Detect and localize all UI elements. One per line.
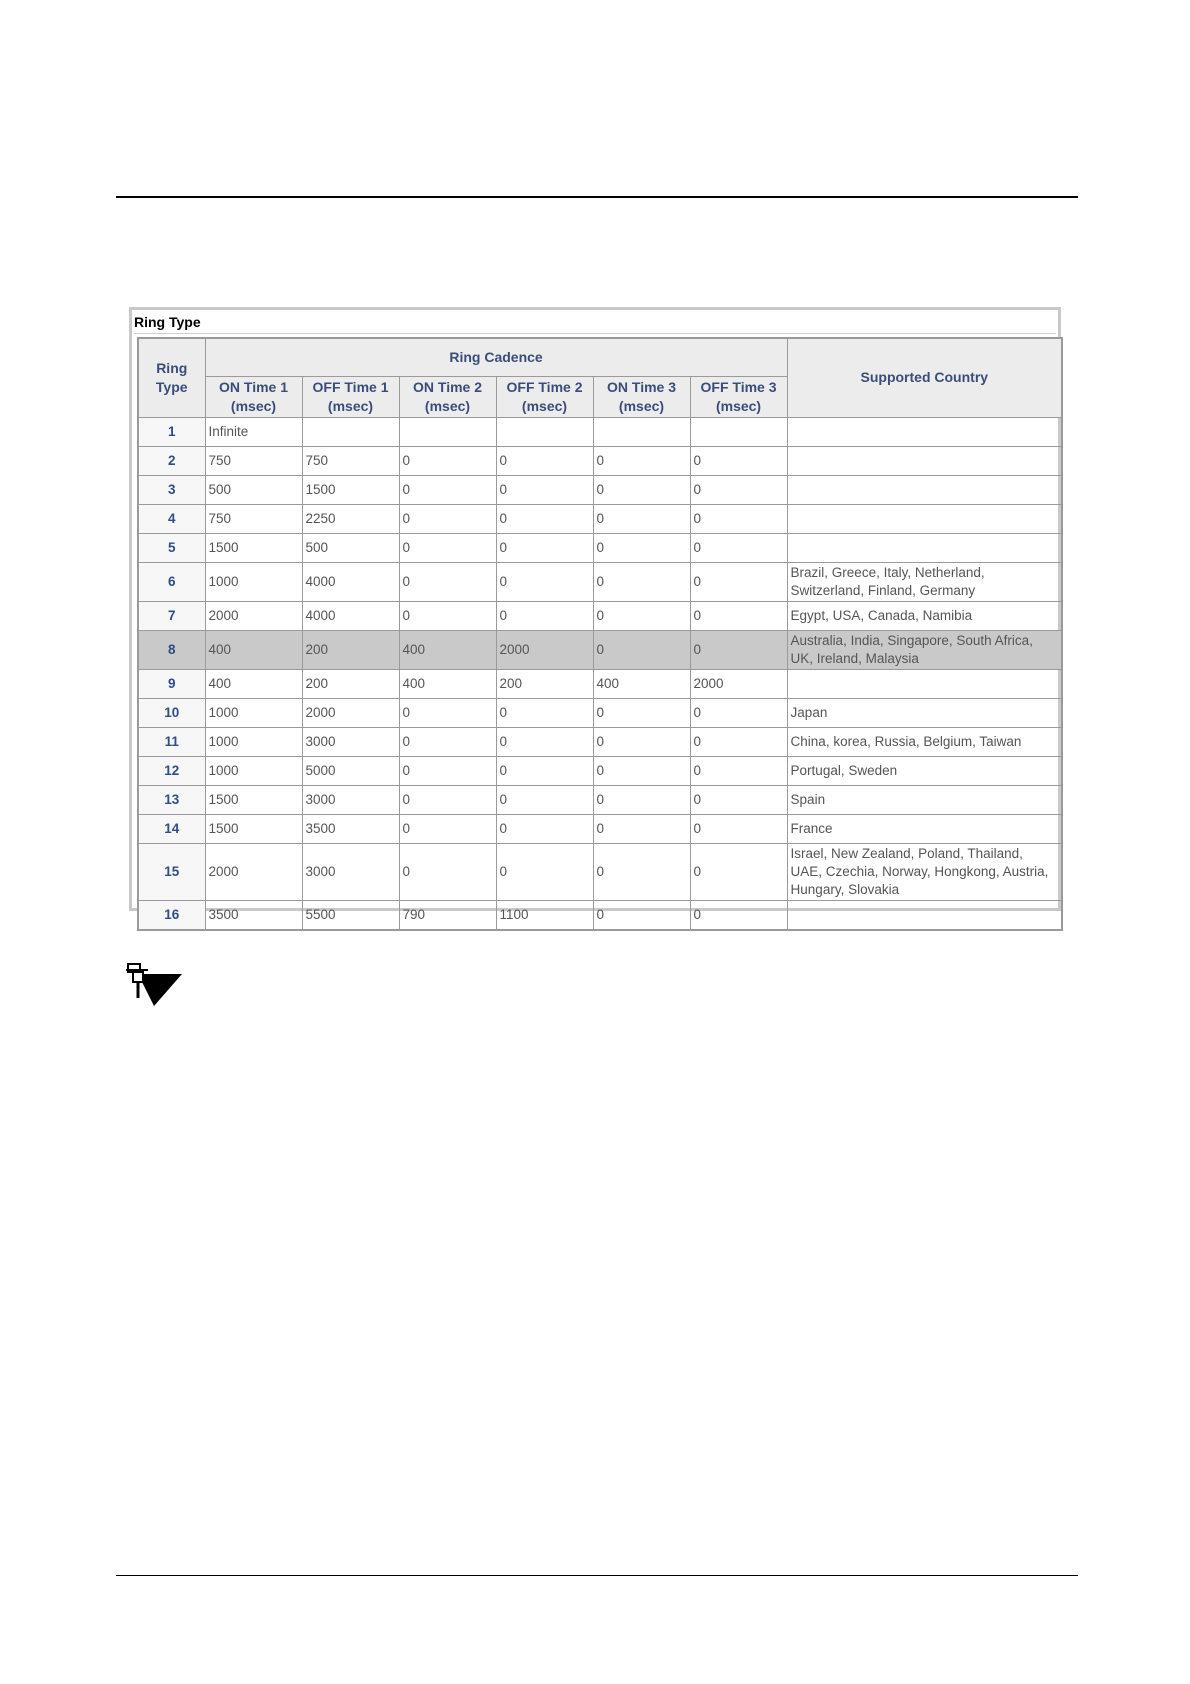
cadence-cell-on3: 0 <box>593 446 690 475</box>
cadence-cell-on3: 0 <box>593 601 690 630</box>
cadence-cell-off1: 3000 <box>302 843 399 900</box>
cadence-cell-off1: 200 <box>302 630 399 669</box>
cadence-cell-off3: 0 <box>690 727 787 756</box>
header-ring-cadence: Ring Cadence <box>205 338 787 376</box>
cadence-cell-off2: 0 <box>496 843 593 900</box>
cadence-cell-off1: 4000 <box>302 562 399 601</box>
ring-type-table <box>137 337 1063 931</box>
cadence-cell-off1: 3000 <box>302 785 399 814</box>
table-row <box>138 727 1062 756</box>
ring-type-cell: 9 <box>138 669 205 698</box>
supported-country-cell <box>787 475 1062 504</box>
cadence-cell-off2: 0 <box>496 756 593 785</box>
table-row <box>138 533 1062 562</box>
table-row <box>138 669 1062 698</box>
cadence-cell-on1: 2000 <box>205 601 302 630</box>
cadence-cell-off1 <box>302 417 399 446</box>
cadence-cell-off3: 0 <box>690 504 787 533</box>
cadence-cell-on2: 790 <box>399 900 496 930</box>
note-pin-icon <box>124 960 184 1010</box>
column-header-line2: (msec) <box>715 397 762 414</box>
cadence-cell-on1: 1500 <box>205 533 302 562</box>
cadence-cell-on2: 0 <box>399 756 496 785</box>
supported-country-cell: China, korea, Russia, Belgium, Taiwan <box>787 727 1062 756</box>
cadence-cell-on2: 400 <box>399 630 496 669</box>
cadence-cell-off1: 750 <box>302 446 399 475</box>
panel-title: Ring Type <box>134 313 1056 334</box>
column-header-line2: (msec) <box>230 397 277 414</box>
column-header <box>205 376 302 417</box>
cadence-cell-off1: 1500 <box>302 475 399 504</box>
ring-type-cell: 10 <box>138 698 205 727</box>
cadence-cell-on3: 0 <box>593 562 690 601</box>
supported-country-cell: Australia, India, Singapore, South Africa, UK, Ireland, Malaysia <box>787 630 1062 669</box>
column-header <box>593 376 690 417</box>
ring-type-cell: 3 <box>138 475 205 504</box>
supported-country-cell <box>787 446 1062 475</box>
cadence-cell-off2: 2000 <box>496 630 593 669</box>
table-body <box>138 417 1062 930</box>
ring-type-cell: 7 <box>138 601 205 630</box>
ring-type-cell: 14 <box>138 814 205 843</box>
cadence-cell-off2: 0 <box>496 533 593 562</box>
cadence-cell-off2: 0 <box>496 446 593 475</box>
supported-country-cell: Brazil, Greece, Italy, Netherland, Switzerland, Finland, Germany <box>787 562 1062 601</box>
cadence-cell-on1: 1500 <box>205 785 302 814</box>
ring-type-cell: 13 <box>138 785 205 814</box>
cadence-cell-off2: 0 <box>496 562 593 601</box>
column-header <box>690 376 787 417</box>
cadence-cell-on3: 0 <box>593 756 690 785</box>
cadence-cell-on2: 0 <box>399 601 496 630</box>
cadence-cell-off2: 0 <box>496 504 593 533</box>
cadence-cell-off3: 0 <box>690 562 787 601</box>
cadence-cell-off1: 5500 <box>302 900 399 930</box>
column-header-line1: ON Time 1 <box>219 378 288 395</box>
cadence-cell-off2: 0 <box>496 698 593 727</box>
column-header-line2: (msec) <box>424 397 471 414</box>
cadence-cell-on3: 0 <box>593 504 690 533</box>
cadence-cell-on1: 500 <box>205 475 302 504</box>
supported-country-cell <box>787 669 1062 698</box>
table-row <box>138 630 1062 669</box>
cadence-cell-on1: 2000 <box>205 843 302 900</box>
cadence-cell-off3: 0 <box>690 900 787 930</box>
cadence-cell-on1: 400 <box>205 630 302 669</box>
cadence-cell-on2: 0 <box>399 504 496 533</box>
cadence-cell-off1: 2250 <box>302 504 399 533</box>
table-row <box>138 601 1062 630</box>
cadence-cell-on3: 400 <box>593 669 690 698</box>
cadence-cell-off3: 0 <box>690 785 787 814</box>
cadence-cell-on3: 0 <box>593 785 690 814</box>
cadence-cell-off3: 0 <box>690 475 787 504</box>
cadence-cell-on2: 0 <box>399 843 496 900</box>
ring-type-cell: 6 <box>138 562 205 601</box>
ring-type-cell: 16 <box>138 900 205 930</box>
cadence-cell-off1: 3500 <box>302 814 399 843</box>
cadence-cell-on1: 1000 <box>205 756 302 785</box>
table-row <box>138 504 1062 533</box>
supported-country-cell <box>787 533 1062 562</box>
cadence-cell-on2: 0 <box>399 698 496 727</box>
cadence-cell-on2: 0 <box>399 562 496 601</box>
cadence-cell-on1: 1000 <box>205 727 302 756</box>
cadence-cell-on2: 0 <box>399 785 496 814</box>
cadence-cell-on3: 0 <box>593 475 690 504</box>
supported-country-cell: France <box>787 814 1062 843</box>
cadence-cell-on1: 400 <box>205 669 302 698</box>
cadence-cell-off3: 2000 <box>690 669 787 698</box>
cadence-cell-on1: 3500 <box>205 900 302 930</box>
cadence-cell-on1: Infinite <box>205 417 302 446</box>
cadence-cell-on2: 0 <box>399 475 496 504</box>
cadence-cell-off2: 0 <box>496 475 593 504</box>
header-ring-type: Ring Type <box>138 338 205 417</box>
cadence-cell-on1: 1000 <box>205 698 302 727</box>
ring-type-cell: 2 <box>138 446 205 475</box>
cadence-cell-on1: 750 <box>205 504 302 533</box>
supported-country-cell: Egypt, USA, Canada, Namibia <box>787 601 1062 630</box>
cadence-cell-off3: 0 <box>690 843 787 900</box>
supported-country-cell <box>787 900 1062 930</box>
cadence-cell-on3: 0 <box>593 630 690 669</box>
column-header-line2: (msec) <box>618 397 665 414</box>
cadence-cell-on3: 0 <box>593 533 690 562</box>
table-row <box>138 698 1062 727</box>
column-header <box>496 376 593 417</box>
cadence-cell-off3: 0 <box>690 814 787 843</box>
cadence-cell-on1: 1500 <box>205 814 302 843</box>
ring-type-cell: 15 <box>138 843 205 900</box>
cadence-cell-off3: 0 <box>690 630 787 669</box>
column-header-line1: OFF Time 2 <box>506 378 583 395</box>
cadence-cell-off3: 0 <box>690 756 787 785</box>
ring-type-cell: 1 <box>138 417 205 446</box>
cadence-cell-off1: 500 <box>302 533 399 562</box>
cadence-cell-on3: 0 <box>593 843 690 900</box>
ring-type-cell: 12 <box>138 756 205 785</box>
cadence-cell-on2: 0 <box>399 727 496 756</box>
cadence-cell-on2: 0 <box>399 446 496 475</box>
supported-country-cell: Japan <box>787 698 1062 727</box>
cadence-cell-on2: 400 <box>399 669 496 698</box>
column-header-line1: OFF Time 3 <box>700 378 777 395</box>
column-header-line1: OFF Time 1 <box>312 378 389 395</box>
ring-type-panel <box>129 307 1061 922</box>
table-row <box>138 785 1062 814</box>
cadence-cell-off1: 4000 <box>302 601 399 630</box>
cadence-cell-on1: 750 <box>205 446 302 475</box>
cadence-cell-off3: 0 <box>690 601 787 630</box>
header-supported-country: Supported Country <box>787 338 1062 417</box>
cadence-cell-off3: 0 <box>690 446 787 475</box>
supported-country-cell <box>787 417 1062 446</box>
column-header <box>399 376 496 417</box>
table-row <box>138 900 1062 930</box>
cadence-cell-on2: 0 <box>399 814 496 843</box>
ring-type-cell: 4 <box>138 504 205 533</box>
cadence-cell-on3: 0 <box>593 900 690 930</box>
cadence-cell-off2: 0 <box>496 814 593 843</box>
cadence-cell-off2: 0 <box>496 727 593 756</box>
header-rule <box>116 196 1078 198</box>
cadence-cell-on3: 0 <box>593 814 690 843</box>
cadence-cell-off1: 2000 <box>302 698 399 727</box>
cadence-cell-off2: 200 <box>496 669 593 698</box>
ring-type-cell: 11 <box>138 727 205 756</box>
table-row <box>138 417 1062 446</box>
cadence-cell-off2 <box>496 417 593 446</box>
table-row <box>138 475 1062 504</box>
cadence-cell-off2: 1100 <box>496 900 593 930</box>
column-header-line1: ON Time 2 <box>413 378 482 395</box>
ring-type-cell: 8 <box>138 630 205 669</box>
table-row <box>138 814 1062 843</box>
cadence-cell-on2: 0 <box>399 533 496 562</box>
cadence-cell-off1: 5000 <box>302 756 399 785</box>
cadence-cell-off2: 0 <box>496 785 593 814</box>
cadence-cell-on3: 0 <box>593 698 690 727</box>
cadence-cell-off1: 200 <box>302 669 399 698</box>
ring-type-cell: 5 <box>138 533 205 562</box>
column-header-line2: (msec) <box>327 397 374 414</box>
cadence-cell-off3: 0 <box>690 533 787 562</box>
supported-country-cell: Israel, New Zealand, Poland, Thailand, UAE, Czechia, Norway, Hongkong, Austria, Hungary, Slovakia <box>787 843 1062 900</box>
column-header-line1: ON Time 3 <box>607 378 676 395</box>
cadence-cell-off3: 0 <box>690 698 787 727</box>
table-row <box>138 756 1062 785</box>
cadence-cell-on3 <box>593 417 690 446</box>
supported-country-cell: Portugal, Sweden <box>787 756 1062 785</box>
footer-rule <box>116 1575 1078 1576</box>
table-row <box>138 562 1062 601</box>
supported-country-cell: Spain <box>787 785 1062 814</box>
cadence-cell-off2: 0 <box>496 601 593 630</box>
table-row <box>138 446 1062 475</box>
cadence-cell-on3: 0 <box>593 727 690 756</box>
column-header <box>302 376 399 417</box>
column-header-line2: (msec) <box>521 397 568 414</box>
cadence-cell-off3 <box>690 417 787 446</box>
cadence-cell-on1: 1000 <box>205 562 302 601</box>
supported-country-cell <box>787 504 1062 533</box>
cadence-cell-off1: 3000 <box>302 727 399 756</box>
cadence-cell-on2 <box>399 417 496 446</box>
table-row <box>138 843 1062 900</box>
